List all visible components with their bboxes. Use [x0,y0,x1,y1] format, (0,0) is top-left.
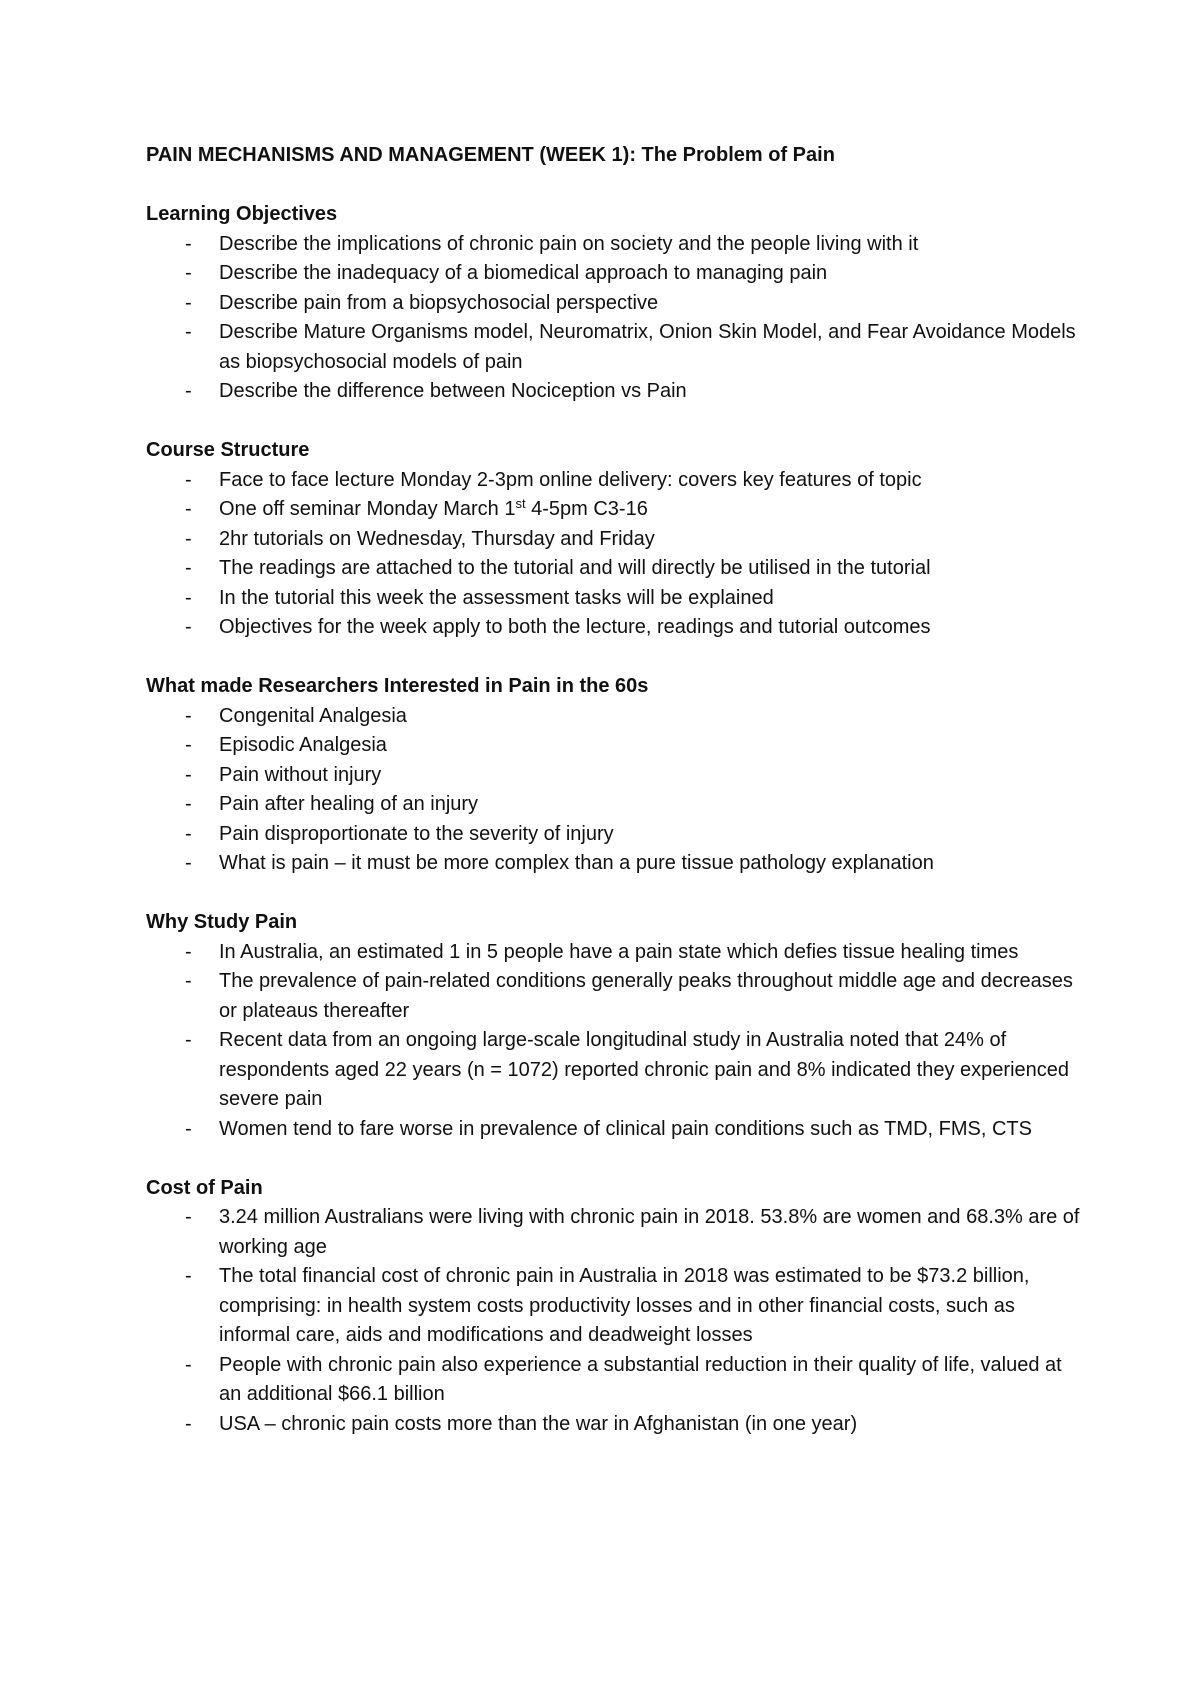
section-heading: Course Structure [146,439,310,461]
section-heading: Cost of Pain [146,1176,263,1199]
document-title: PAIN MECHANISMS AND MANAGEMENT (WEEK 1): The Problem of Pain [146,144,835,166]
list-item [146,1203,1086,1262]
bullet-list [146,1203,1086,1439]
list-item [146,761,1086,791]
list-item [146,790,1086,820]
bullet-dash: - [185,468,192,491]
bullet-dash: - [185,763,192,786]
bullet-dash: - [185,1353,192,1376]
list-item [146,230,1086,260]
bullet-dash: - [185,1117,192,1140]
bullet-dash: - [185,586,192,609]
list-item [146,1410,1086,1440]
list-item [146,377,1086,407]
bullet-dash: - [185,1029,192,1051]
list-item-text: In the tutorial this week the assessment tasks will be explained [219,586,774,609]
list-item-text: The prevalence of pain-related conditions generally peaks throughout middle age and decreases or plateaus thereafter [219,970,1073,1022]
section-heading: Why Study Pain [146,911,298,933]
list-item-text: Describe pain from a biopsychosocial perspective [219,291,659,314]
list-item-text: What is pain – it must be more complex than a pure tissue pathology explanation [219,852,934,874]
bullet-dash: - [185,970,192,992]
bullet-dash: - [185,527,192,550]
section-why-study-pain [146,908,1086,1144]
list-item [146,318,1086,377]
section-heading: Learning Objectives [146,203,338,225]
section-cost-of-pain [146,1174,1086,1440]
bullet-dash: - [185,291,192,314]
list-item-text: The readings are attached to the tutorial and will directly be utilised in the tutorial [219,557,931,579]
list-item [146,495,1086,525]
bullet-dash: - [185,793,192,815]
bullet-list [146,702,1086,879]
list-item-text: People with chronic pain also experience a substantial reduction in their quality of life, valued at an additional $66.1 billion [219,1353,1062,1405]
bullet-dash: - [185,822,192,845]
list-item [146,584,1086,614]
list-item [146,1026,1086,1115]
list-item-text: Objectives for the week apply to both the lecture, readings and tutorial outcomes [219,616,931,638]
list-item-text: Describe the implications of chronic pain on society and the people living with it [219,232,919,255]
bullet-list [146,230,1086,407]
list-item-text: 3.24 million Australians were living with chronic pain in 2018. 53.8% are women and 68.3% are of working age [219,1206,1080,1258]
list-item-text: Women tend to fare worse in prevalence of clinical pain conditions such as TMD, FMS, CTS [219,1117,1032,1140]
document-content [146,141,1086,1439]
list-item-text: Face to face lecture Monday 2-3pm online delivery: covers key features of topic [219,468,922,491]
bullet-dash: - [185,1265,192,1287]
list-item-text: Pain after healing of an injury [219,793,479,815]
list-item-text: Congenital Analgesia [219,704,407,727]
list-item [146,731,1086,761]
bullet-dash: - [185,704,192,727]
list-item [146,525,1086,555]
list-item [146,613,1086,643]
list-item [146,1351,1086,1410]
list-item-text: 2hr tutorials on Wednesday, Thursday and Friday [219,527,655,550]
section-learning-objectives [146,200,1086,407]
bullet-dash: - [185,1206,192,1228]
section-heading: What made Researchers Interested in Pain in the 60s [146,675,649,697]
list-item-text: Describe Mature Organisms model, Neuromatrix, Onion Skin Model, and Fear Avoidance Models as biopsychosocial models of pain [219,321,1076,373]
bullet-dash: - [185,321,192,343]
list-item-text: USA – chronic pain costs more than the war in Afghanistan (in one year) [219,1412,858,1435]
bullet-dash: - [185,616,192,638]
bullet-dash: - [185,852,192,874]
list-item-text: Pain without injury [219,763,382,786]
list-item-text-suffix: 4-5pm C3-16 [525,498,648,520]
list-item [146,1115,1086,1145]
list-item [146,554,1086,584]
bullet-dash: - [185,262,192,284]
list-item-text: Pain disproportionate to the severity of injury [219,822,614,845]
bullet-dash: - [185,232,192,255]
list-item [146,259,1086,289]
superscript-ordinal: st [515,496,526,511]
list-item [146,1262,1086,1351]
bullet-list [146,938,1086,1145]
list-item-text: One off seminar Monday March 1 [219,498,516,520]
list-item [146,849,1086,879]
bullet-dash: - [185,498,192,520]
section-course-structure [146,436,1086,643]
list-item [146,289,1086,319]
bullet-dash: - [185,734,192,756]
section-researchers-interest [146,672,1086,879]
list-item-text: Episodic Analgesia [219,734,387,756]
list-item-text: Describe the inadequacy of a biomedical approach to managing pain [219,262,828,284]
list-item [146,466,1086,496]
list-item [146,967,1086,1026]
bullet-dash: - [185,940,192,963]
list-item [146,702,1086,732]
list-item [146,820,1086,850]
list-item-text: The total financial cost of chronic pain in Australia in 2018 was estimated to be $73.2 billion, comprising: in health system costs productivity losses and in other financial costs, such as informal care, aids and modifications and deadweight losses [219,1265,1030,1346]
list-item-text: Recent data from an ongoing large-scale longitudinal study in Australia noted that 24% of respondents aged 22 years (n = 1072) reported chronic pain and 8% indicated they experienced severe pain [219,1029,1070,1110]
bullet-dash: - [185,380,192,402]
list-item-text: In Australia, an estimated 1 in 5 people have a pain state which defies tissue healing times [219,940,1019,963]
bullet-dash: - [185,1412,192,1435]
list-item-text: Describe the difference between Nociception vs Pain [219,380,687,402]
bullet-dash: - [185,557,192,579]
list-item [146,938,1086,968]
bullet-list [146,466,1086,643]
